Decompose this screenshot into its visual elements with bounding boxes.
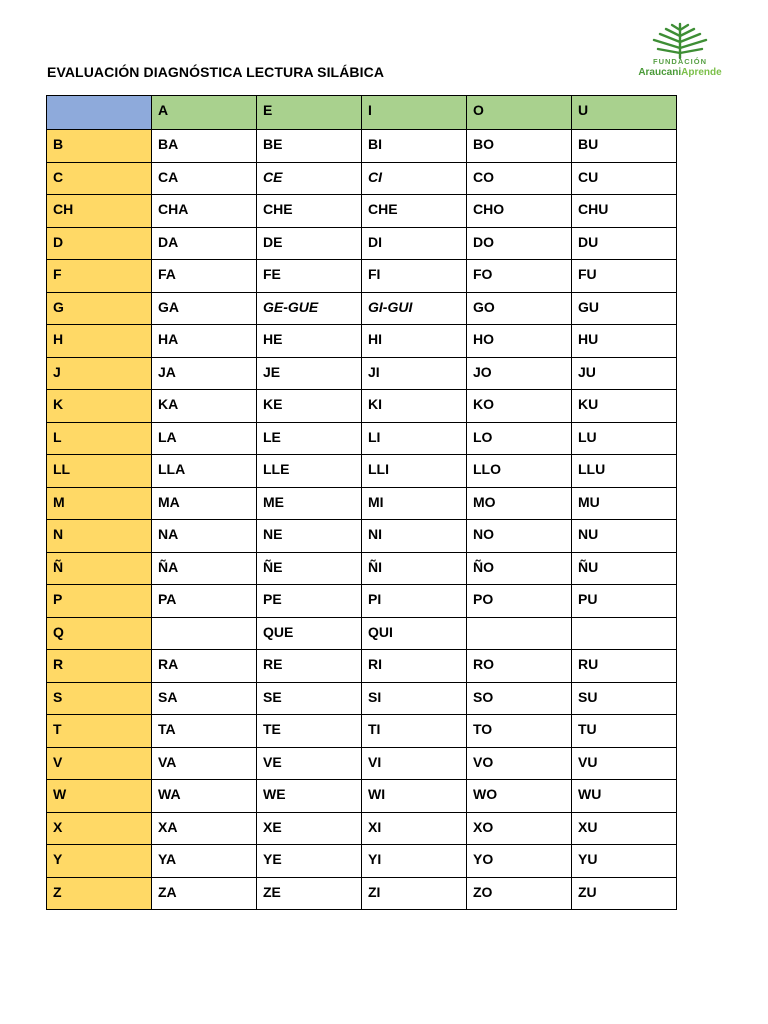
- table-row: [47, 747, 677, 780]
- syllable-cell: WO: [467, 780, 572, 813]
- syllable-cell: RI: [362, 650, 467, 683]
- syllable-cell: QUI: [362, 617, 467, 650]
- table-row: [47, 780, 677, 813]
- syllable-cell: FI: [362, 260, 467, 293]
- consonant-label: N: [47, 520, 152, 553]
- syllable-cell: PU: [572, 585, 677, 618]
- syllable-cell: CE: [257, 162, 362, 195]
- syllable-cell: NU: [572, 520, 677, 553]
- table-row: [47, 357, 677, 390]
- syllable-cell: YO: [467, 845, 572, 878]
- syllable-cell: FO: [467, 260, 572, 293]
- syllable-cell: VU: [572, 747, 677, 780]
- syllable-cell: CHA: [152, 195, 257, 228]
- syllable-cell: XU: [572, 812, 677, 845]
- syllable-cell: NI: [362, 520, 467, 553]
- syllable-cell: BI: [362, 130, 467, 163]
- table-row: [47, 617, 677, 650]
- vowel-header: O: [467, 96, 572, 130]
- vowel-header: U: [572, 96, 677, 130]
- syllable-cell: CO: [467, 162, 572, 195]
- consonant-label: R: [47, 650, 152, 683]
- table-row: [47, 877, 677, 910]
- syllable-cell: YA: [152, 845, 257, 878]
- consonant-label: G: [47, 292, 152, 325]
- logo-line2: AraucaniAprende: [638, 67, 722, 78]
- syllable-cell: MO: [467, 487, 572, 520]
- syllable-cell: BU: [572, 130, 677, 163]
- syllable-cell: TE: [257, 715, 362, 748]
- syllable-cell: RA: [152, 650, 257, 683]
- consonant-label: P: [47, 585, 152, 618]
- table-row: [47, 325, 677, 358]
- table-row: [47, 585, 677, 618]
- table-row: [47, 682, 677, 715]
- syllable-cell: WE: [257, 780, 362, 813]
- syllable-cell: NO: [467, 520, 572, 553]
- syllable-cell: SU: [572, 682, 677, 715]
- table-row: [47, 650, 677, 683]
- consonant-label: LL: [47, 455, 152, 488]
- fundacion-logo: [630, 22, 730, 84]
- syllable-cell: CHE: [257, 195, 362, 228]
- syllable-cell: WU: [572, 780, 677, 813]
- syllable-cell: MI: [362, 487, 467, 520]
- consonant-label: Y: [47, 845, 152, 878]
- syllable-cell: DI: [362, 227, 467, 260]
- syllable-cell: TA: [152, 715, 257, 748]
- syllable-cell: HA: [152, 325, 257, 358]
- syllable-cell: ÑO: [467, 552, 572, 585]
- syllable-cell: HO: [467, 325, 572, 358]
- table-row: [47, 195, 677, 228]
- vowel-header: E: [257, 96, 362, 130]
- syllable-cell: ZU: [572, 877, 677, 910]
- consonant-label: S: [47, 682, 152, 715]
- consonant-label: V: [47, 747, 152, 780]
- syllable-cell: PO: [467, 585, 572, 618]
- syllable-cell: [467, 617, 572, 650]
- syllable-cell: LLE: [257, 455, 362, 488]
- syllable-cell: TU: [572, 715, 677, 748]
- syllable-cell: CHE: [362, 195, 467, 228]
- syllable-cell: ÑA: [152, 552, 257, 585]
- syllable-cell: DA: [152, 227, 257, 260]
- syllable-cell: ÑE: [257, 552, 362, 585]
- syllable-cell: XA: [152, 812, 257, 845]
- syllable-cell: HE: [257, 325, 362, 358]
- syllable-cell: KE: [257, 390, 362, 423]
- syllable-cell: RO: [467, 650, 572, 683]
- syllable-cell: LO: [467, 422, 572, 455]
- table-row: [47, 455, 677, 488]
- page-title: EVALUACIÓN DIAGNÓSTICA LECTURA SILÁBICA: [47, 64, 385, 80]
- table-row: [47, 260, 677, 293]
- consonant-label: H: [47, 325, 152, 358]
- corner-cell: [47, 96, 152, 130]
- syllable-cell: LI: [362, 422, 467, 455]
- table-row: [47, 845, 677, 878]
- syllable-cell: XE: [257, 812, 362, 845]
- syllable-cell: HU: [572, 325, 677, 358]
- table-row: [47, 552, 677, 585]
- syllable-cell: CHU: [572, 195, 677, 228]
- syllable-cell: VI: [362, 747, 467, 780]
- consonant-label: J: [47, 357, 152, 390]
- syllable-cell: SE: [257, 682, 362, 715]
- consonant-label: CH: [47, 195, 152, 228]
- syllable-cell: VA: [152, 747, 257, 780]
- syllable-cell: TI: [362, 715, 467, 748]
- consonant-label: T: [47, 715, 152, 748]
- syllable-cell: LA: [152, 422, 257, 455]
- syllable-cell: VO: [467, 747, 572, 780]
- syllable-cell: JU: [572, 357, 677, 390]
- syllable-cell: LLU: [572, 455, 677, 488]
- vowel-header: A: [152, 96, 257, 130]
- syllable-cell: FA: [152, 260, 257, 293]
- table-row: [47, 130, 677, 163]
- syllable-table: [46, 95, 677, 910]
- syllable-cell: BO: [467, 130, 572, 163]
- table-row: [47, 520, 677, 553]
- syllable-cell: [152, 617, 257, 650]
- syllable-cell: ÑI: [362, 552, 467, 585]
- syllable-cell: JE: [257, 357, 362, 390]
- syllable-cell: CI: [362, 162, 467, 195]
- syllable-cell: YE: [257, 845, 362, 878]
- table-row: [47, 715, 677, 748]
- consonant-label: F: [47, 260, 152, 293]
- syllable-cell: SA: [152, 682, 257, 715]
- syllable-cell: YI: [362, 845, 467, 878]
- syllable-cell: MA: [152, 487, 257, 520]
- syllable-cell: DE: [257, 227, 362, 260]
- syllable-cell: DO: [467, 227, 572, 260]
- consonant-label: W: [47, 780, 152, 813]
- syllable-cell: TO: [467, 715, 572, 748]
- syllable-cell: CHO: [467, 195, 572, 228]
- syllable-cell: FE: [257, 260, 362, 293]
- syllable-cell: KI: [362, 390, 467, 423]
- syllable-cell: YU: [572, 845, 677, 878]
- table-row: [47, 292, 677, 325]
- syllable-cell: GE-GUE: [257, 292, 362, 325]
- syllable-cell: XO: [467, 812, 572, 845]
- syllable-cell: [572, 617, 677, 650]
- consonant-label: Z: [47, 877, 152, 910]
- syllable-cell: KA: [152, 390, 257, 423]
- syllable-cell: QUE: [257, 617, 362, 650]
- syllable-cell: NE: [257, 520, 362, 553]
- syllable-cell: CA: [152, 162, 257, 195]
- table-row: [47, 162, 677, 195]
- syllable-cell: CU: [572, 162, 677, 195]
- syllable-cell: RE: [257, 650, 362, 683]
- consonant-label: K: [47, 390, 152, 423]
- pine-branch-icon: [650, 22, 710, 60]
- table-row: [47, 812, 677, 845]
- syllable-cell: JA: [152, 357, 257, 390]
- syllable-cell: ZA: [152, 877, 257, 910]
- table-row: [47, 487, 677, 520]
- syllable-cell: ÑU: [572, 552, 677, 585]
- consonant-label: B: [47, 130, 152, 163]
- consonant-label: M: [47, 487, 152, 520]
- syllable-cell: PA: [152, 585, 257, 618]
- syllable-cell: HI: [362, 325, 467, 358]
- syllable-cell: WI: [362, 780, 467, 813]
- syllable-cell: LLA: [152, 455, 257, 488]
- syllable-cell: GO: [467, 292, 572, 325]
- consonant-label: X: [47, 812, 152, 845]
- header-row: [47, 96, 677, 130]
- syllable-cell: NA: [152, 520, 257, 553]
- syllable-cell: GA: [152, 292, 257, 325]
- syllable-cell: ME: [257, 487, 362, 520]
- syllable-cell: GU: [572, 292, 677, 325]
- table-row: [47, 227, 677, 260]
- consonant-label: Q: [47, 617, 152, 650]
- syllable-cell: RU: [572, 650, 677, 683]
- syllable-cell: JI: [362, 357, 467, 390]
- vowel-header: I: [362, 96, 467, 130]
- syllable-cell: XI: [362, 812, 467, 845]
- syllable-cell: KO: [467, 390, 572, 423]
- table-row: [47, 390, 677, 423]
- syllable-cell: MU: [572, 487, 677, 520]
- syllable-cell: ZE: [257, 877, 362, 910]
- logo-line1: FUNDACIÓN: [653, 57, 707, 66]
- syllable-cell: PE: [257, 585, 362, 618]
- syllable-cell: SI: [362, 682, 467, 715]
- syllable-cell: LE: [257, 422, 362, 455]
- consonant-label: D: [47, 227, 152, 260]
- syllable-cell: GI-GUI: [362, 292, 467, 325]
- syllable-cell: JO: [467, 357, 572, 390]
- table-row: [47, 422, 677, 455]
- consonant-label: Ñ: [47, 552, 152, 585]
- syllable-cell: LLO: [467, 455, 572, 488]
- syllable-cell: SO: [467, 682, 572, 715]
- syllable-cell: ZI: [362, 877, 467, 910]
- syllable-cell: VE: [257, 747, 362, 780]
- syllable-cell: ZO: [467, 877, 572, 910]
- syllable-cell: WA: [152, 780, 257, 813]
- syllable-cell: FU: [572, 260, 677, 293]
- syllable-cell: BE: [257, 130, 362, 163]
- syllable-cell: DU: [572, 227, 677, 260]
- consonant-label: C: [47, 162, 152, 195]
- syllable-cell: LU: [572, 422, 677, 455]
- syllable-cell: LLI: [362, 455, 467, 488]
- syllable-cell: PI: [362, 585, 467, 618]
- syllable-cell: BA: [152, 130, 257, 163]
- syllable-cell: KU: [572, 390, 677, 423]
- consonant-label: L: [47, 422, 152, 455]
